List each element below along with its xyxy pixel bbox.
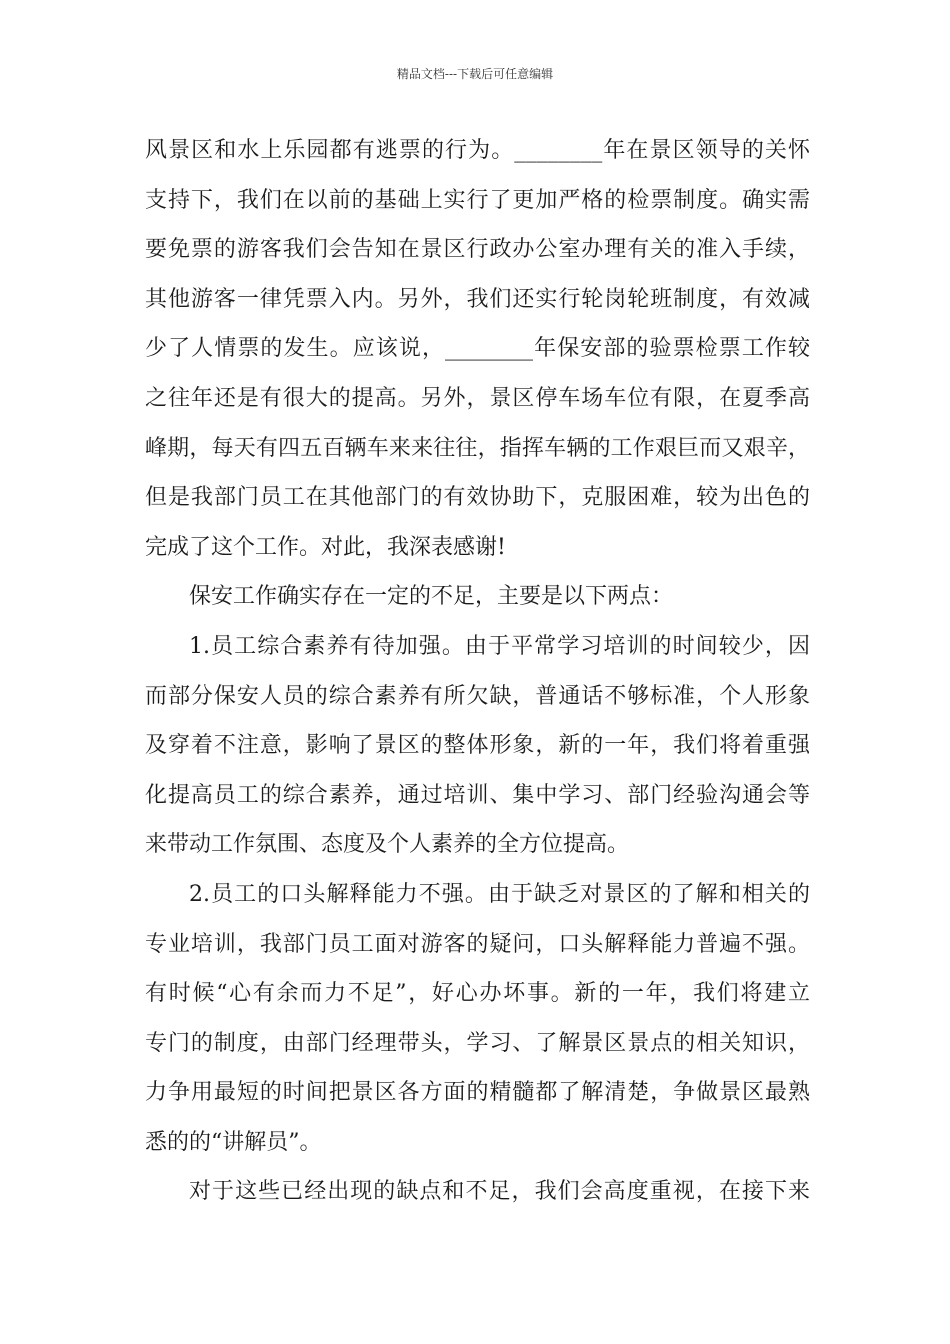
paragraph [145, 622, 810, 870]
text-line: 专业培训，我部门员工面对游客的疑问，口头解释能力普遍不强。 [145, 931, 810, 957]
text-line: 来带动工作氛围、态度及个人素养的全方位提高。 [145, 832, 630, 858]
paragraph [145, 572, 810, 622]
text-line: 悉的的“讲解员”。 [145, 1129, 322, 1155]
text-line: 风景区和水上乐园都有逃票的行为。________年在景区领导的关怀 [145, 138, 810, 163]
document-body [145, 126, 810, 1217]
page-header: 精品文档---下载后可任意编辑 [396, 67, 554, 81]
paragraph [145, 1167, 810, 1217]
text-line: 要免票的游客我们会告知在景区行政办公室办理有关的准入手续， [145, 237, 810, 263]
text-line: 2.员工的口头解释能力不强。由于缺乏对景区的了解和相关的 [189, 881, 810, 907]
text-line: 及穿着不注意，影响了景区的整体形象，新的一年，我们将着重强 [145, 733, 810, 759]
text-line: 但是我部门员工在其他部门的有效协助下，克服困难，较为出色的 [145, 485, 810, 511]
text-line: 而部分保安人员的综合素养有所欠缺，普通话不够标准，个人形象 [145, 683, 810, 709]
paragraph [145, 126, 810, 572]
text-line: 支持下，我们在以前的基础上实行了更加严格的检票制度。确实需 [145, 187, 810, 213]
text-line: 力争用最短的时间把景区各方面的精髓都了解清楚，争做景区最熟 [145, 1080, 810, 1106]
text-line: 1.员工综合素养有待加强。由于平常学习培训的时间较少，因 [189, 633, 810, 659]
text-line: 专门的制度，由部门经理带头，学习、了解景区景点的相关知识， [145, 1030, 810, 1056]
text-line: 之往年还是有很大的提高。另外，景区停车场车位有限，在夏季高 [145, 385, 810, 411]
text-line: 对于这些已经出现的缺点和不足，我们会高度重视，在接下来 [189, 1179, 810, 1205]
text-line: 有时候“心有余而力不足”，好心办坏事。新的一年，我们将建立 [145, 981, 810, 1007]
text-line: 完成了这个工作。对此，我深表感谢! [145, 534, 506, 560]
text-line: 少了人情票的发生。应该说，________年保安部的验票检票工作较 [145, 336, 810, 362]
text-line: 峰期，每天有四五百辆车来来往往，指挥车辆的工作艰巨而又艰辛， [145, 435, 810, 461]
paragraph [145, 870, 810, 1168]
text-line: 化提高员工的综合素养，通过培训、集中学习、部门经验沟通会等 [145, 782, 810, 808]
text-line: 其他游客一律凭票入内。另外，我们还实行轮岗轮班制度，有效减 [145, 286, 810, 312]
text-line: 保安工作确实存在一定的不足，主要是以下两点： [189, 584, 674, 610]
